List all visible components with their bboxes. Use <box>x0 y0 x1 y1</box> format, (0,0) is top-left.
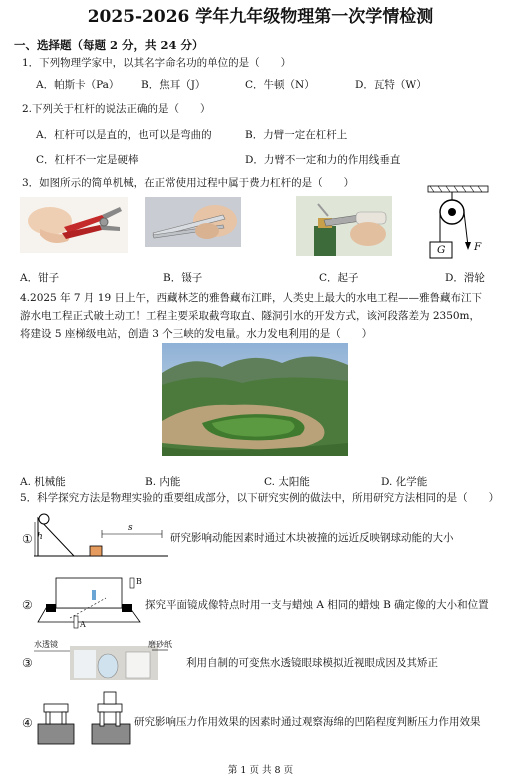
pulley-diagram <box>424 184 494 262</box>
kinetic-energy-diagram <box>34 512 168 560</box>
question-2-stem: 2.下列关于杠杆的说法正确的是（ ） <box>22 103 211 115</box>
pulley-force-label: F <box>474 241 482 253</box>
candle-a-label: A <box>80 620 86 629</box>
distance-label: s <box>128 523 133 533</box>
q5-item-4-text: 研究影响压力作用效果的因素时通过观察海绵的凹陷程度判断压力作用效果 <box>134 716 481 728</box>
question-4-line2: 游水电工程正式破土动工！工程主要采取截弯取直、隧洞引水的开发方式，该河段落差为 2350m， <box>20 310 481 322</box>
page-footer: 第 1 页 共 8 页 <box>227 765 294 776</box>
q4-option-b: B. 内能 <box>145 476 181 488</box>
q5-item-2-text: 探究平面镜成像特点时用一支与蜡烛 A 相同的蜡烛 B 确定像的大小和位置 <box>145 599 489 611</box>
q5-item-3-number: ③ <box>22 656 33 670</box>
q2-option-a: A．杠杆可以是直的，也可以是弯曲的 <box>36 129 212 141</box>
q3-option-b: B．镊子 <box>163 272 203 284</box>
q5-item-4-number: ④ <box>22 716 33 730</box>
q5-item-1-text: 研究影响动能因素时通过木块被撞的远近反映钢球动能的大小 <box>170 532 454 544</box>
q1-option-b: B．焦耳（J） <box>141 79 206 91</box>
q2-option-d: D．力臂不一定和力的作用线垂直 <box>245 154 401 166</box>
candle-b-label: B <box>136 577 142 586</box>
river-photo <box>162 343 348 456</box>
q5-item-1-number: ① <box>22 532 33 546</box>
q4-option-a: A. 机械能 <box>20 476 66 488</box>
frosted-paper-label: 磨砂纸 <box>148 640 172 649</box>
water-lens-label: 水透镜 <box>34 640 58 649</box>
q5-item-3-text: 利用自制的可变焦水透镜眼球模拟近视眼成因及其矫正 <box>186 657 438 669</box>
bottle-opener-image <box>296 196 392 256</box>
q2-option-c: C．杠杆不一定是硬棒 <box>36 154 139 166</box>
q5-item-2-number: ② <box>22 598 33 612</box>
question-4-line3: 将建设 5 座梯级电站，创造 3 个三峡的发电量。水力发电利用的是（ ） <box>20 328 373 340</box>
q4-option-c: C. 太阳能 <box>264 476 310 488</box>
section-heading: 一、选择题（每题 2 分，共 24 分） <box>14 38 204 52</box>
question-4-line1: 4.2025 年 7 月 19 日上午，西藏林芝的雅鲁藏布江畔，人类史上最大的水电工程——雅鲁藏布江下 <box>20 292 482 304</box>
water-lens-eye-model <box>34 640 184 682</box>
q3-option-a: A．钳子 <box>20 272 60 284</box>
question-5-stem: 5．科学探究方法是物理实验的重要组成部分，以下研究实例的做法中，所用研究方法相同的是（ ） <box>20 492 500 504</box>
q3-option-c: C．起子 <box>319 272 359 284</box>
pressure-experiment-diagram <box>36 690 132 748</box>
q1-option-d: D．瓦特（W） <box>355 79 427 91</box>
tweezers-image <box>145 197 241 247</box>
pliers-image <box>20 197 128 253</box>
height-label: h <box>37 532 43 542</box>
q4-option-d: D. 化学能 <box>381 476 428 488</box>
page-title: 2025-2026 学年九年级物理第一次学情检测 <box>87 7 434 27</box>
pulley-weight-label: G <box>437 244 446 256</box>
q1-option-c: C．牛顿（N） <box>245 79 315 91</box>
q1-option-a: A．帕斯卡（Pa） <box>36 79 120 91</box>
mirror-experiment-diagram <box>36 570 142 632</box>
question-1-stem: 1．下列物理学家中，以其名字命名功的单位的是（ ） <box>22 57 292 69</box>
q2-option-b: B．力臂一定在杠杆上 <box>245 129 348 141</box>
question-3-stem: 3．如图所示的简单机械，在正常使用过程中属于费力杠杆的是（ ） <box>22 177 355 189</box>
q3-option-d: D．滑轮 <box>445 272 485 284</box>
